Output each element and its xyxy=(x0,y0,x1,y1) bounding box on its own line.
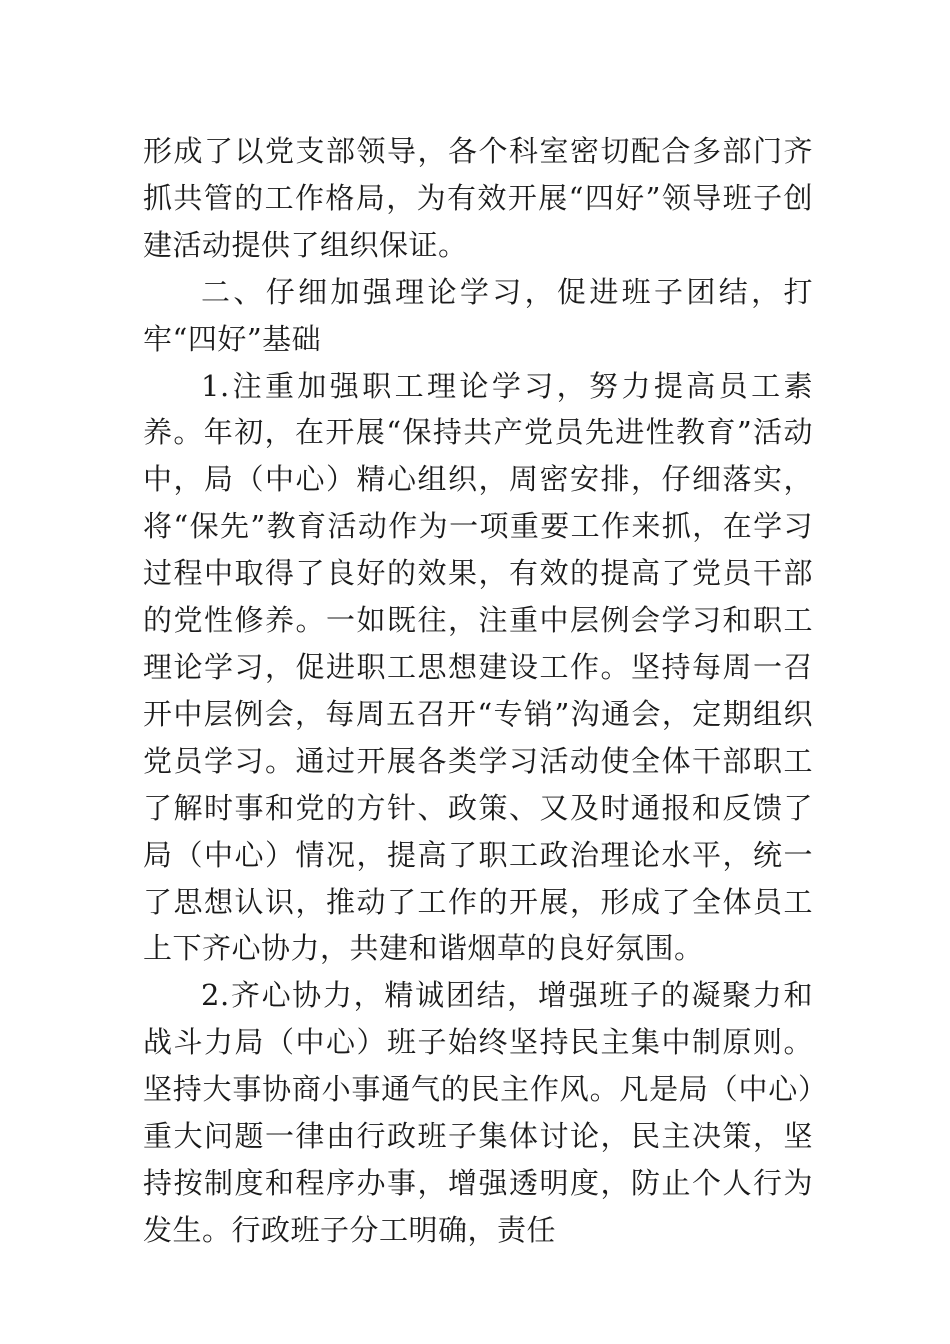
paragraph-item-1: 1.注重加强职工理论学习，努力提高员工素养。年初，在开展“保持共产党员先进性教育”活动中，局（中心）精心组织，周密安排，仔细落实，将“保先”教育活动作为一项重要工作来抓，在学习过程中取得了良好的效果，有效的提高了党员干部的党性修养。一如既往，注重中层例会学习和职工理论学习，促进职工思想建设工作。坚持每周一召开中层例会，每周五召开“专销”沟通会，定期组织党员学习。通过开展各类学习活动使全体干部职工了解时事和党的方针、政策、又及时通报和反馈了局（中心）情况，提高了职工政治理论水平，统一了思想认识，推动了工作的开展，形成了全体员工上下齐心协力，共建和谐烟草的良好氛围。 xyxy=(143,368,813,966)
paragraph-item-2: 2.齐心协力，精诚团结，增强班子的凝聚力和战斗力局（中心）班子始终坚持民主集中制原则。坚持大事协商小事通气的民主作风。凡是局（中心）重大问题一律由行政班子集体讨论，民主决策，坚持按制度和程序办事，增强透明度，防止个人行为发生。行政班子分工明确，责任 xyxy=(143,978,813,1247)
document-body xyxy=(143,128,813,1254)
paragraph-continuation: 形成了以党支部领导，各个科室密切配合多部门齐抓共管的工作格局，为有效开展“四好”领导班子创建活动提供了组织保证。 xyxy=(143,134,813,262)
section-heading: 二、仔细加强理论学习，促进班子团结，打牢“四好”基础 xyxy=(143,274,813,356)
